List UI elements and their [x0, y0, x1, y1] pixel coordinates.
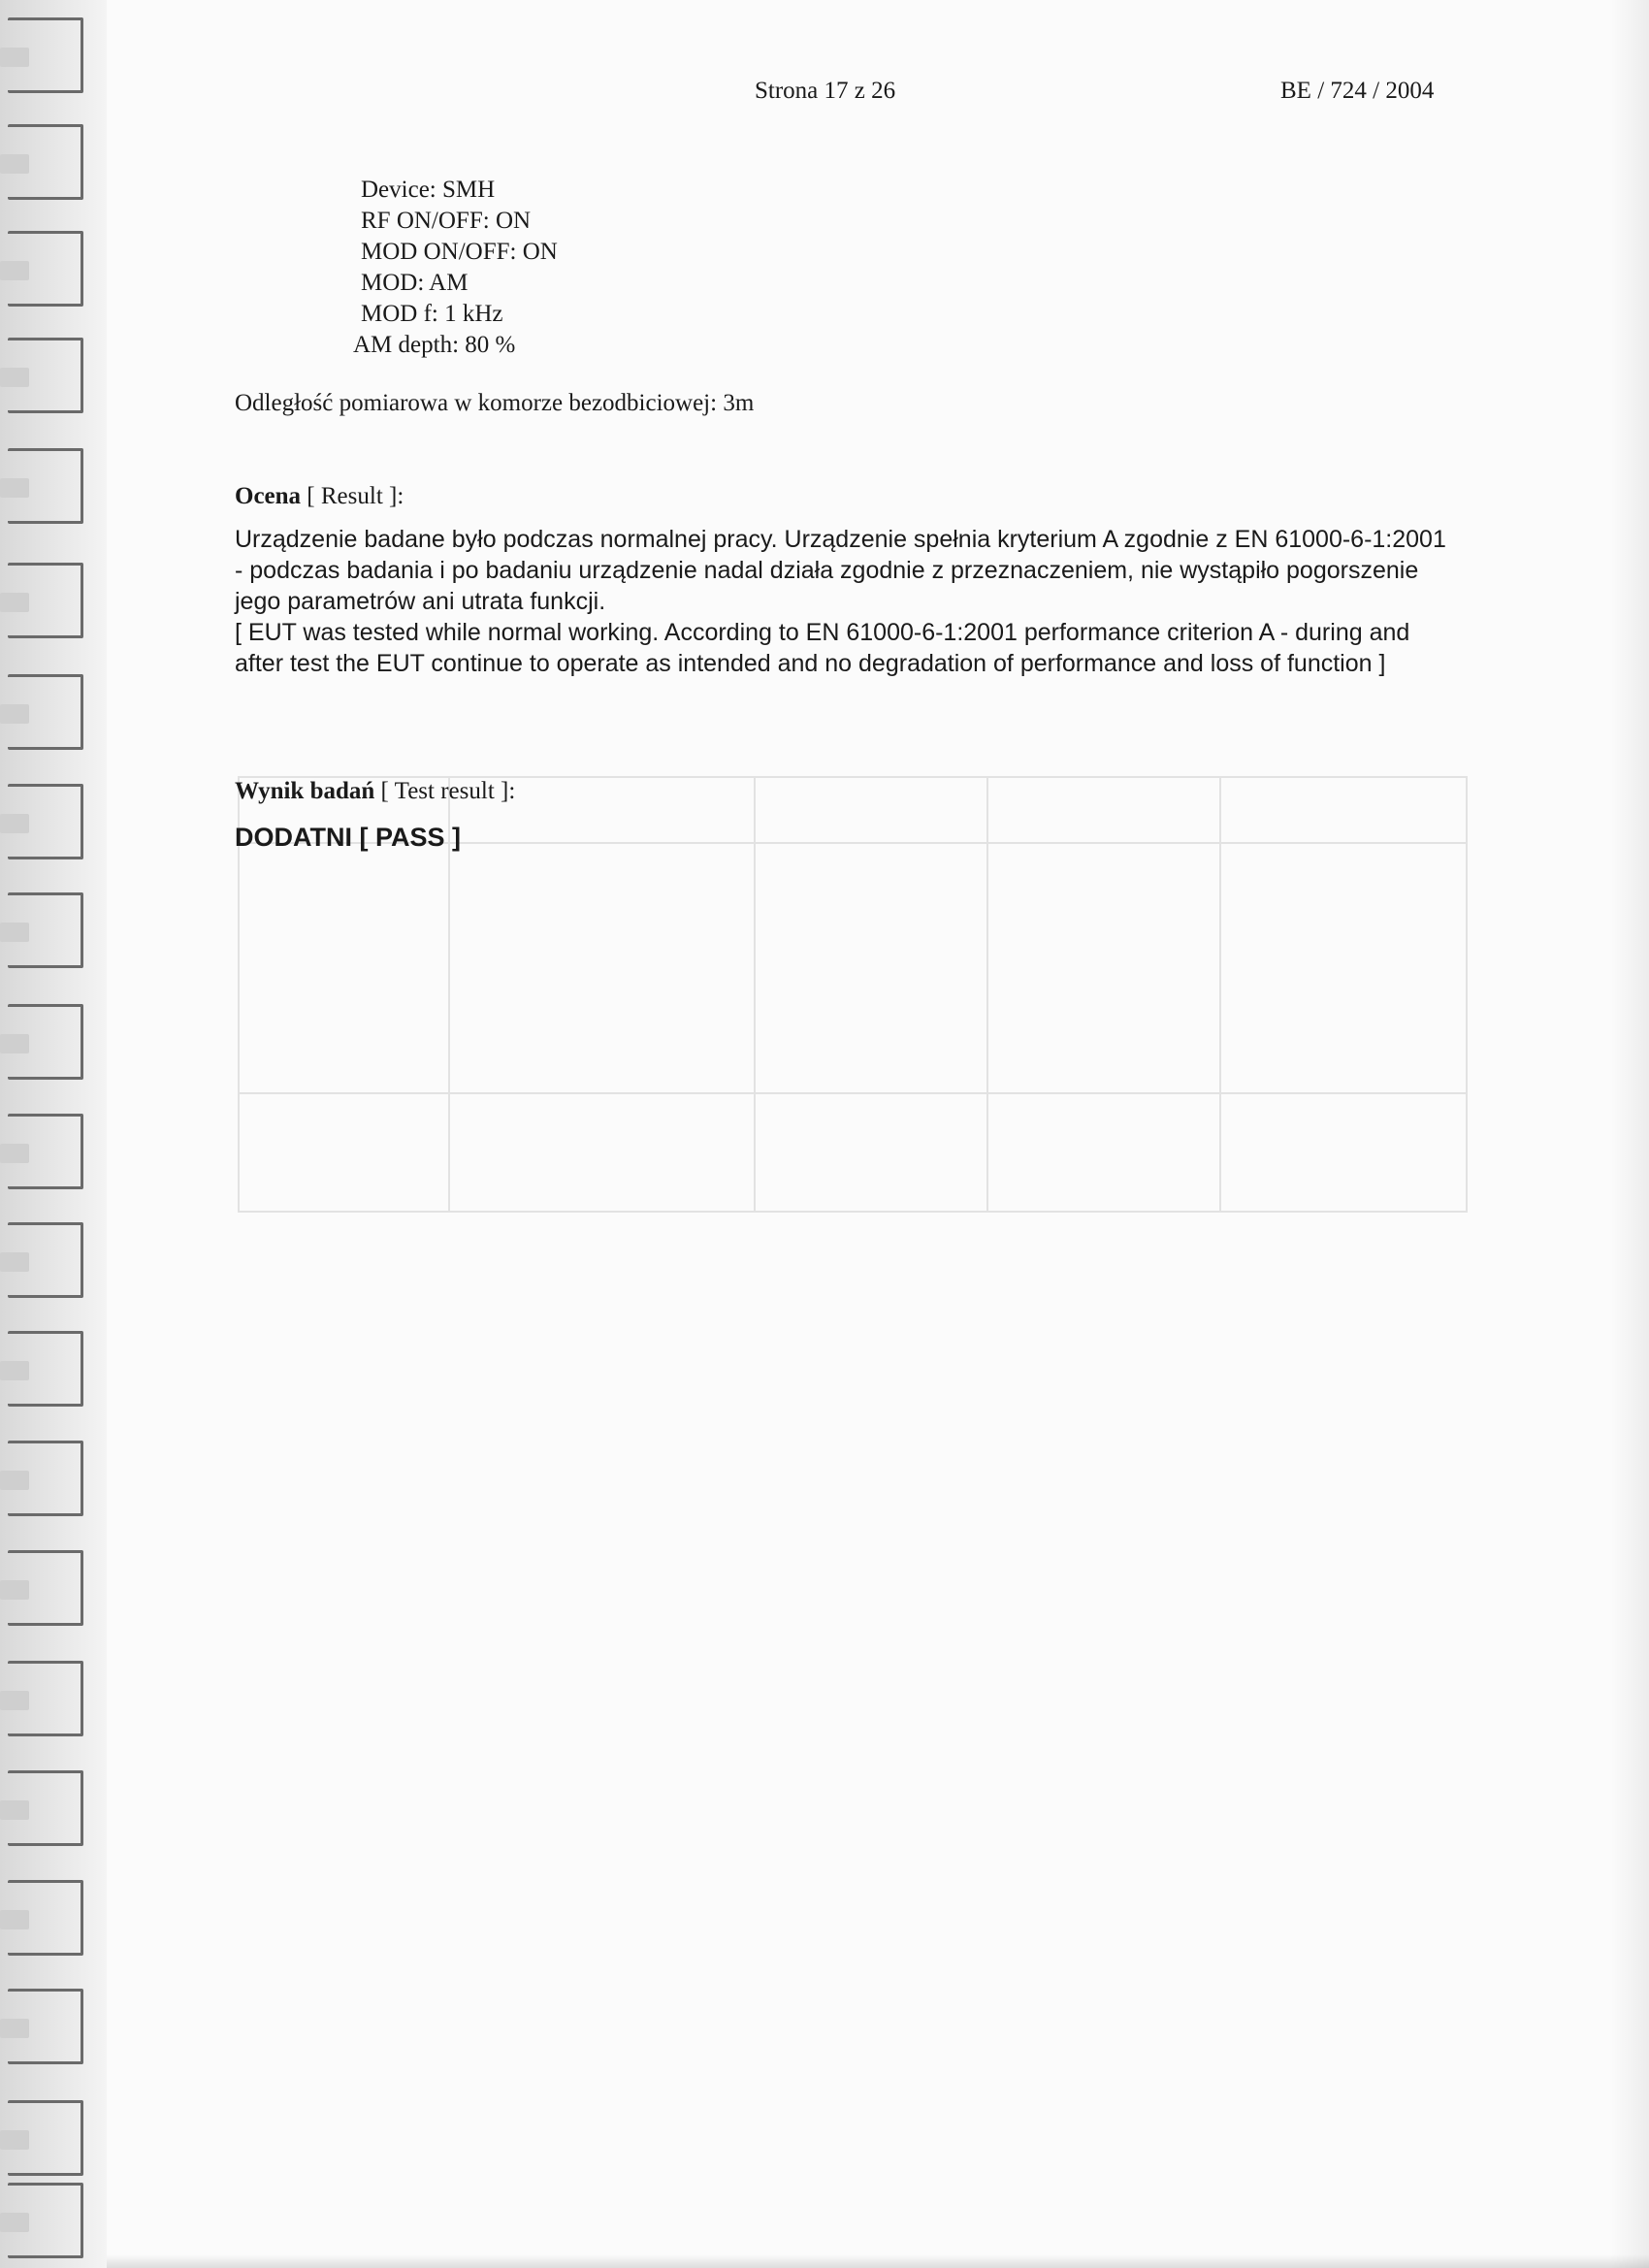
result-heading-label: Ocena: [235, 483, 302, 509]
test-result-value: DODATNI [ PASS ]: [235, 823, 461, 852]
binder-ring: [8, 124, 83, 200]
page-shadow: [1610, 0, 1649, 2268]
binder-ring: [8, 1550, 83, 1626]
binder-ring: [8, 563, 83, 638]
binder-ring: [8, 2183, 83, 2258]
test-result-heading: [235, 778, 515, 805]
binder-ring: [8, 1770, 83, 1846]
bleed-column-line: [986, 778, 988, 1211]
binder-ring: [8, 231, 83, 307]
report-reference: BE / 724 / 2004: [1280, 78, 1435, 104]
result-text-english: [ EUT was tested while normal working. According to EN 61000-6-1:2001 performance criterion A - during and after test the EUT continue to operate as intended and no degradation of performance and loss of function ]: [235, 619, 1410, 677]
device-setting-line: Device: SMH: [361, 177, 496, 203]
device-setting-line: MOD ON/OFF: ON: [361, 239, 558, 265]
bleed-column-line: [754, 778, 756, 1211]
device-setting-line: AM depth: 80 %: [353, 332, 516, 358]
device-setting-line: RF ON/OFF: ON: [361, 208, 532, 234]
result-text-polish: Urządzenie badane było podczas normalnej pracy. Urządzenie spełnia kryterium A zgodnie z EN 61000-6-1:2001 - podczas badania i po badaniu urządzenie nadal działa zgodnie z przeznaczeniem, nie wystąpiło pogorszenie jego parametrów ani utrata funkcji.: [235, 526, 1446, 615]
bleed-column-line: [1219, 778, 1221, 1211]
binder-ring: [8, 338, 83, 413]
test-result-heading-suffix: [ Test result ]:: [374, 778, 516, 804]
page-number: Strona 17 z 26: [755, 78, 896, 104]
binder-ring: [8, 1661, 83, 1736]
binder-ring: [8, 892, 83, 968]
binder-ring: [8, 784, 83, 859]
binder-ring: [8, 1222, 83, 1298]
device-settings: [353, 175, 558, 361]
bleed-row: [240, 842, 1466, 1094]
binder-ring: [8, 1441, 83, 1516]
device-setting-line: MOD: AM: [361, 270, 469, 296]
measurement-distance: Odległość pomiarowa w komorze bezodbiciowej: 3m: [235, 390, 755, 416]
binder-ring: [8, 674, 83, 750]
binder-ring: [8, 1331, 83, 1407]
test-result-heading-label: Wynik badań: [235, 778, 375, 804]
binder-ring: [8, 1004, 83, 1080]
binding-strip: [0, 0, 107, 2268]
result-description: [235, 524, 1457, 679]
result-heading-suffix: [ Result ]:: [301, 483, 404, 509]
page-shadow: [107, 2254, 1649, 2268]
binder-ring: [8, 448, 83, 524]
binder-ring: [8, 17, 83, 93]
binder-ring: [8, 1989, 83, 2064]
binder-ring: [8, 2100, 83, 2176]
result-heading: [235, 483, 404, 510]
device-setting-line: MOD f: 1 kHz: [361, 301, 503, 327]
binder-ring: [8, 1880, 83, 1956]
binder-ring: [8, 1114, 83, 1189]
